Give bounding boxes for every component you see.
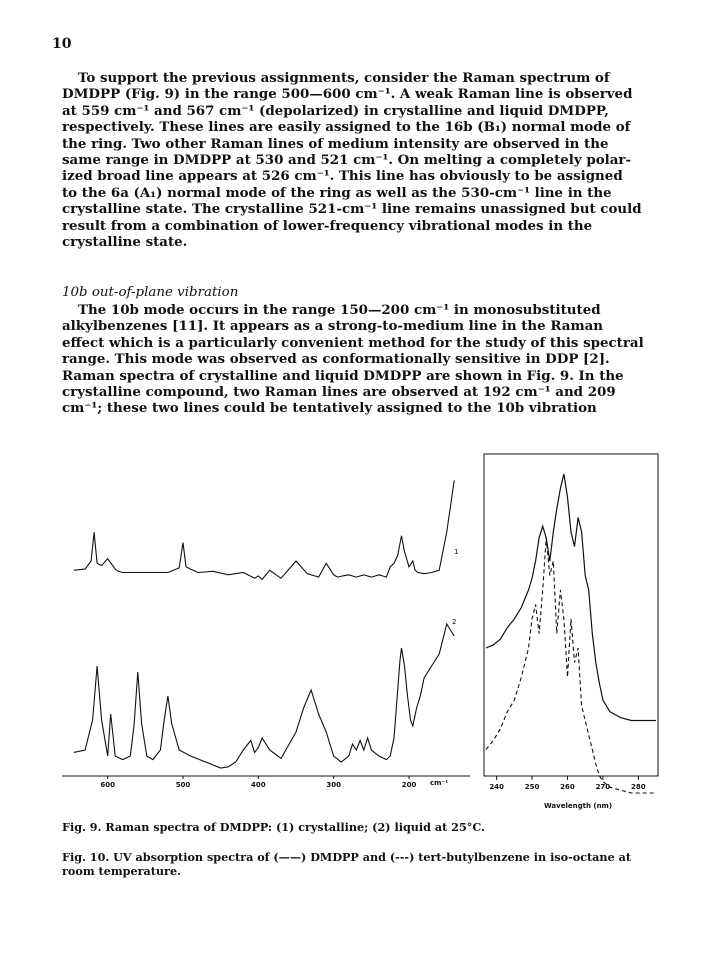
text-line: respectively. These lines are easily assigned to the 16b (B₁) normal mode of (62, 119, 631, 136)
text-line: crystalline state. (62, 234, 188, 251)
fig9-series-liquid (74, 624, 454, 768)
text-line: crystalline state. The crystalline 521-cm⁻¹ line remains unassigned but could (62, 201, 642, 218)
text-line: DMDPP (Fig. 9) in the range 500—600 cm⁻¹. A weak Raman line is observed (62, 86, 633, 103)
fig10-tick-label: 260 (560, 783, 575, 791)
fig10-tick-label: 250 (524, 783, 540, 791)
fig10-ticks (489, 776, 645, 791)
fig9-tick-label: 500 (175, 781, 191, 789)
figures (0, 440, 720, 815)
paragraph-1 (62, 70, 662, 250)
text-line: to the 6a (A₁) normal mode of the ring as well as the 530-cm⁻¹ line in the (62, 184, 612, 201)
text-line: at 559 cm⁻¹ and 567 cm⁻¹ (depolarized) in crystalline and liquid DMDPP, (62, 102, 609, 119)
text-line: the ring. Two other Raman lines of medium intensity are observed in the (62, 135, 609, 152)
fig10-tick-label: 270 (595, 783, 611, 791)
section-heading: 10b out-of-plane vibration (62, 285, 239, 300)
text-line: alkylbenzenes [11]. It appears as a strong-to-medium line in the Raman (62, 318, 604, 335)
fig10-frame (484, 454, 658, 776)
fig9-curve-label-2: 2 (452, 618, 457, 626)
fig10-caption: Fig. 10. UV absorption spectra of (——) DMDPP and (---) tert-butylbenzene in iso-octane at room temperature. (62, 850, 631, 878)
fig9-tick-label: 200 (401, 781, 417, 789)
fig9-tick-label: 600 (100, 781, 115, 789)
fig10-series-dmdpp (486, 474, 656, 721)
fig9-tick-label: 300 (326, 781, 342, 789)
fig10-tick-label: 240 (489, 783, 504, 791)
text-line: To support the previous assignments, consider the Raman spectrum of (78, 70, 610, 86)
fig9-ticks (100, 776, 416, 789)
fig9-curve-label-1: 1 (454, 548, 459, 556)
text-line: crystalline compound, two Raman lines are observed at 192 cm⁻¹ and 209 (62, 384, 616, 401)
text-line: result from a combination of lower-frequency vibrational modes in the (62, 217, 593, 234)
fig9-caption: Fig. 9. Raman spectra of DMDPP: (1) crystalline; (2) liquid at 25°C. (62, 820, 485, 834)
fig9-unit-label: cm⁻¹ (430, 779, 449, 787)
text-line: Raman spectra of crystalline and liquid DMDPP are shown in Fig. 9. In the (62, 367, 624, 384)
fig10-tick-label: 280 (630, 783, 646, 791)
text-line: The 10b mode occurs in the range 150—200 cm⁻¹ in monosubstituted (78, 302, 601, 318)
page-number: 10 (52, 36, 72, 52)
text-line: same range in DMDPP at 530 and 521 cm⁻¹. On melting a completely polar- (62, 152, 632, 169)
text-line: range. This mode was observed as conformationally sensitive in DDP [2]. (62, 351, 610, 368)
fig10-uv-chart (484, 454, 658, 810)
fig9-tick-label: 400 (251, 781, 266, 789)
text-line: cm⁻¹; these two lines could be tentatively assigned to the 10b vibration (62, 400, 597, 417)
fig10-series-tert-butylbenzene (486, 538, 656, 793)
fig9-series-crystalline (74, 481, 454, 580)
text-line: effect which is a particularly convenient method for the study of this spectral (62, 334, 644, 351)
fig10-x-axis-title: Wavelength (nm) (543, 802, 613, 810)
text-line: ized broad line appears at 526 cm⁻¹. This line has obviously to be assigned (62, 168, 623, 185)
paragraph-2 (62, 302, 662, 417)
fig9-raman-chart (62, 481, 470, 790)
